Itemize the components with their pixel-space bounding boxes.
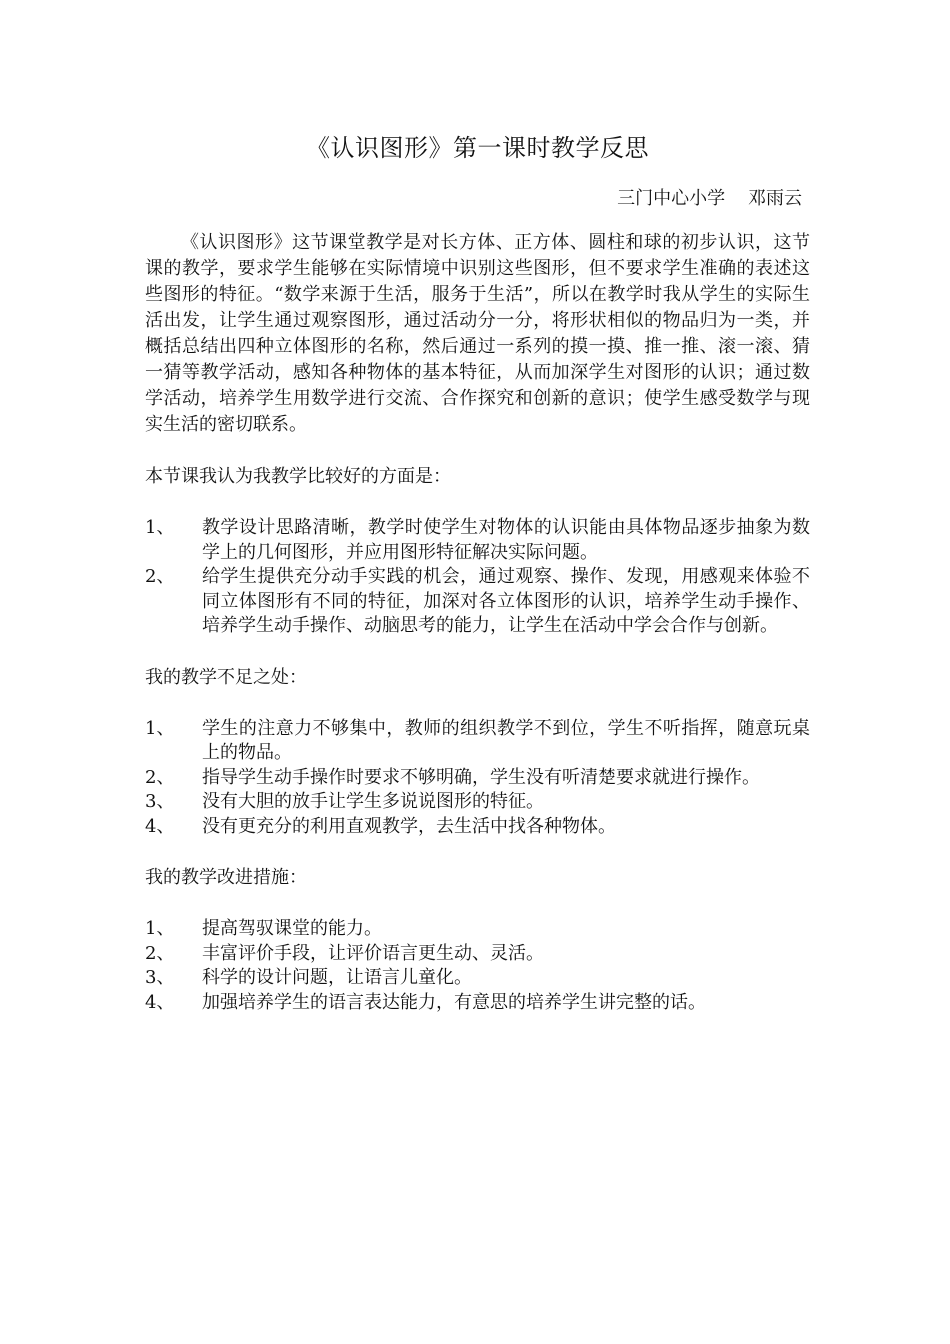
item-text: 教学设计思路清晰，教学时使学生对物体的认识能由具体物品逐步抽象为数学上的几何图形，并应用图形特征解决实际问题。 xyxy=(202,517,810,563)
item-text: 没有更充分的利用直观教学，去生活中找各种物体。 xyxy=(202,815,616,837)
list-item xyxy=(145,942,810,967)
item-text: 给学生提供充分动手实践的机会，通过观察、操作、发现，用感观来体验不同立体图形有不同的特征，加深对各立体图形的认识，培养学生动手操作、培养学生动手操作、动脑思考的能力，让学生在活动中学会合作与创新。 xyxy=(202,566,810,636)
document-page xyxy=(145,128,810,1041)
list-item xyxy=(145,917,810,942)
weaknesses-heading: 我的教学不足之处： xyxy=(145,666,307,688)
list-item xyxy=(145,565,810,639)
weaknesses-list xyxy=(145,717,810,840)
item-number: 1、 xyxy=(145,717,175,739)
strengths-heading: 本节课我认为我教学比较好的方面是： xyxy=(145,466,451,487)
item-text: 科学的设计问题，让语言儿童化。 xyxy=(202,967,472,988)
list-item xyxy=(145,717,810,766)
improvements-list xyxy=(145,917,810,1015)
item-text: 没有大胆的放手让学生多说说图形的特征。 xyxy=(202,791,544,812)
item-number: 4、 xyxy=(145,991,175,1013)
item-text: 指导学生动手操作时要求不够明确，学生没有听清楚要求就进行操作。 xyxy=(202,766,760,788)
list-item xyxy=(145,991,810,1016)
item-number: 2、 xyxy=(145,942,175,964)
item-text: 丰富评价手段，让评价语言更生动、灵活。 xyxy=(202,942,544,964)
item-number: 2、 xyxy=(145,566,175,587)
author-line: 三门中心小学 邓雨云 xyxy=(617,188,802,209)
item-number: 3、 xyxy=(145,791,175,812)
item-number: 3、 xyxy=(145,967,175,988)
list-item xyxy=(145,966,810,991)
document-title: 《认识图形》第一课时教学反思 xyxy=(306,134,649,162)
list-item xyxy=(145,790,810,815)
item-number: 1、 xyxy=(145,517,175,538)
list-item xyxy=(145,516,810,565)
intro-paragraph: 《认识图形》这节课堂教学是对长方体、正方体、圆柱和球的初步认识，这节课的教学，要求学生能够在实际情境中识别这些图形，但不要求学生准确的表述这些图形的特征。“数学来源于生活，服务于生活”，所以在教学时我从学生的实际生活出发，让学生通过观察图形，通过活动分一分，将形状相似的物品归为一类，并概括总结出四种立体图形的名称，然后通过一系列的摸一摸、推一推、滚一滚、猜一猜等教学活动，感知各种物体的基本特征，从而加深学生对图形的认识；通过数学活动，培养学生用数学进行交流、合作探究和创新的意识；使学生感受数学与现实生活的密切联系。 xyxy=(145,232,810,435)
item-number: 4、 xyxy=(145,815,175,837)
item-number: 1、 xyxy=(145,918,175,939)
item-text: 学生的注意力不够集中，教师的组织教学不到位，学生不听指挥，随意玩桌上的物品。 xyxy=(202,717,810,763)
list-item xyxy=(145,815,810,840)
improvements-heading: 我的教学改进措施： xyxy=(145,867,307,888)
list-item xyxy=(145,766,810,791)
item-text: 加强培养学生的语言表达能力，有意思的培养学生讲完整的话。 xyxy=(202,991,706,1013)
strengths-list xyxy=(145,516,810,639)
item-number: 2、 xyxy=(145,766,175,788)
item-text: 提高驾驭课堂的能力。 xyxy=(202,918,382,939)
